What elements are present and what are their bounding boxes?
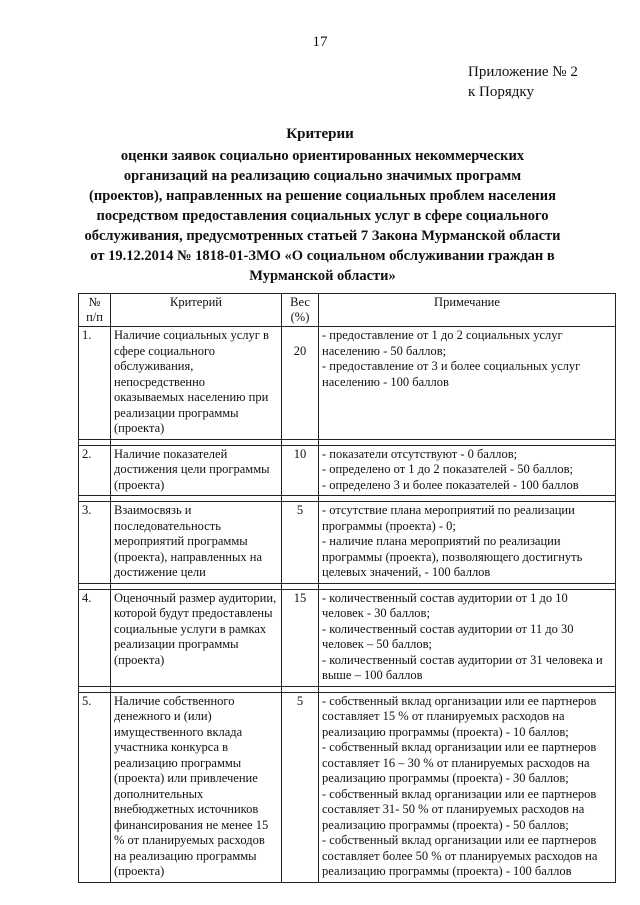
note-line: - собственный вклад организации или ее партнеров составляет более 50 % от планируемых расходов на реализацию программы (проекта) - 100 баллов [322,833,598,878]
header-criterion: Критерий [111,294,282,327]
note-line: - собственный вклад организации или ее партнеров составляет 16 – 30 % от планируемых расходов на реализацию программы (проекта) - 30 баллов; [322,740,597,785]
note-line: - количественный состав аудитории от 1 до 10 человек - 30 баллов; [322,590,568,620]
page-number: 17 [312,34,328,50]
row-note [319,445,616,496]
row-number: 5. [79,692,111,882]
row-weight: 10 [282,445,319,496]
criteria-table [78,293,616,883]
row-criterion: Наличие социальных услуг в сфере социального обслуживания, непосредственно оказываемых населению при реализации программы (проекта) [111,327,282,440]
document-subtitle [40,146,605,286]
row-weight: 15 [282,589,319,686]
header-num: № п/п [79,294,111,327]
note-line: - предоставление от 3 и более социальных услуг населению - 100 баллов [322,359,581,389]
row-note [319,589,616,686]
row-weight-value: 20 [293,344,307,358]
row-note [319,327,616,440]
appendix-line-1: Приложение № 2 [468,64,578,80]
table-row [79,445,616,496]
note-line: - наличие плана мероприятий по реализации программы (проекта), позволяющего достигнуть целевых значений, - 100 баллов [322,534,583,579]
subtitle-line: оценки заявок социально ориентированных некоммерческих [120,148,525,164]
appendix-line-2: к Порядку [468,84,534,100]
document-title: Критерии [286,126,354,142]
row-number: 1. [79,327,111,440]
row-criterion: Наличие собственного денежного и (или) имущественного вклада участника конкурса в реализацию программы (проекта) или привлечение дополнительных внебюджетных источников финансирования не менее 15 % от планируемых расходов на реализацию программы (проекта) [111,692,282,882]
note-line: - собственный вклад организации или ее партнеров составляет 15 % от планируемых расходов на реализацию программы (проекта) - 10 баллов; [322,693,597,739]
header-note: Примечание [319,294,616,327]
row-weight: 5 [282,692,319,882]
note-line: - количественный состав аудитории от 11 до 30 человек – 50 баллов; [322,621,574,651]
row-number: 2. [79,445,111,496]
subtitle-line: организаций на реализацию социально значимых программ [123,168,522,184]
row-criterion: Взаимосвязь и последовательность мероприятий программы (проекта), направленных на достижение цели [111,502,282,584]
subtitle-line: от 19.12.2014 № 1818-01-ЗМО «О социальном обслуживании граждан в [90,248,555,264]
row-weight: 5 [282,502,319,584]
note-line: - показатели отсутствуют - 0 баллов; [322,446,518,461]
row-note [319,502,616,584]
note-line: - собственный вклад организации или ее партнеров составляет 31- 50 % от планируемых расходов на реализацию программы (проекта) - 50 баллов; [322,786,597,832]
table-row [79,589,616,686]
note-line: - предоставление от 1 до 2 социальных услуг населению - 50 баллов; [322,328,563,358]
note-line: - количественный состав аудитории от 31 человека и выше – 100 баллов [322,652,603,682]
table-row [79,502,616,584]
row-number: 4. [79,589,111,686]
table-header-row [79,294,616,327]
note-line: - определено 3 и более показателей - 100 баллов [322,477,579,492]
table-row [79,327,616,440]
row-criterion: Оценочный размер аудитории, которой будут предоставлены социальные услуги в рамках реализации программы (проекта) [111,589,282,686]
subtitle-line: (проектов), направленных на решение социальных проблем населения [89,188,556,204]
note-line: - определено от 1 до 2 показателей - 50 баллов; [322,462,573,476]
appendix-reference [468,62,578,102]
table-row [79,692,616,882]
row-number: 3. [79,502,111,584]
subtitle-line: посредством предоставления социальных услуг в сфере социального [96,208,549,224]
header-weight: Вес (%) [282,294,319,327]
subtitle-line: обслуживания, предусмотренных статьей 7 Закона Мурманской области [84,228,561,244]
row-note [319,692,616,882]
subtitle-line: Мурманской области» [249,268,396,284]
row-criterion: Наличие показателей достижения цели программы (проекта) [111,445,282,496]
row-weight [282,327,319,440]
note-line: - отсутствие плана мероприятий по реализации программы (проекта) - 0; [322,503,575,533]
